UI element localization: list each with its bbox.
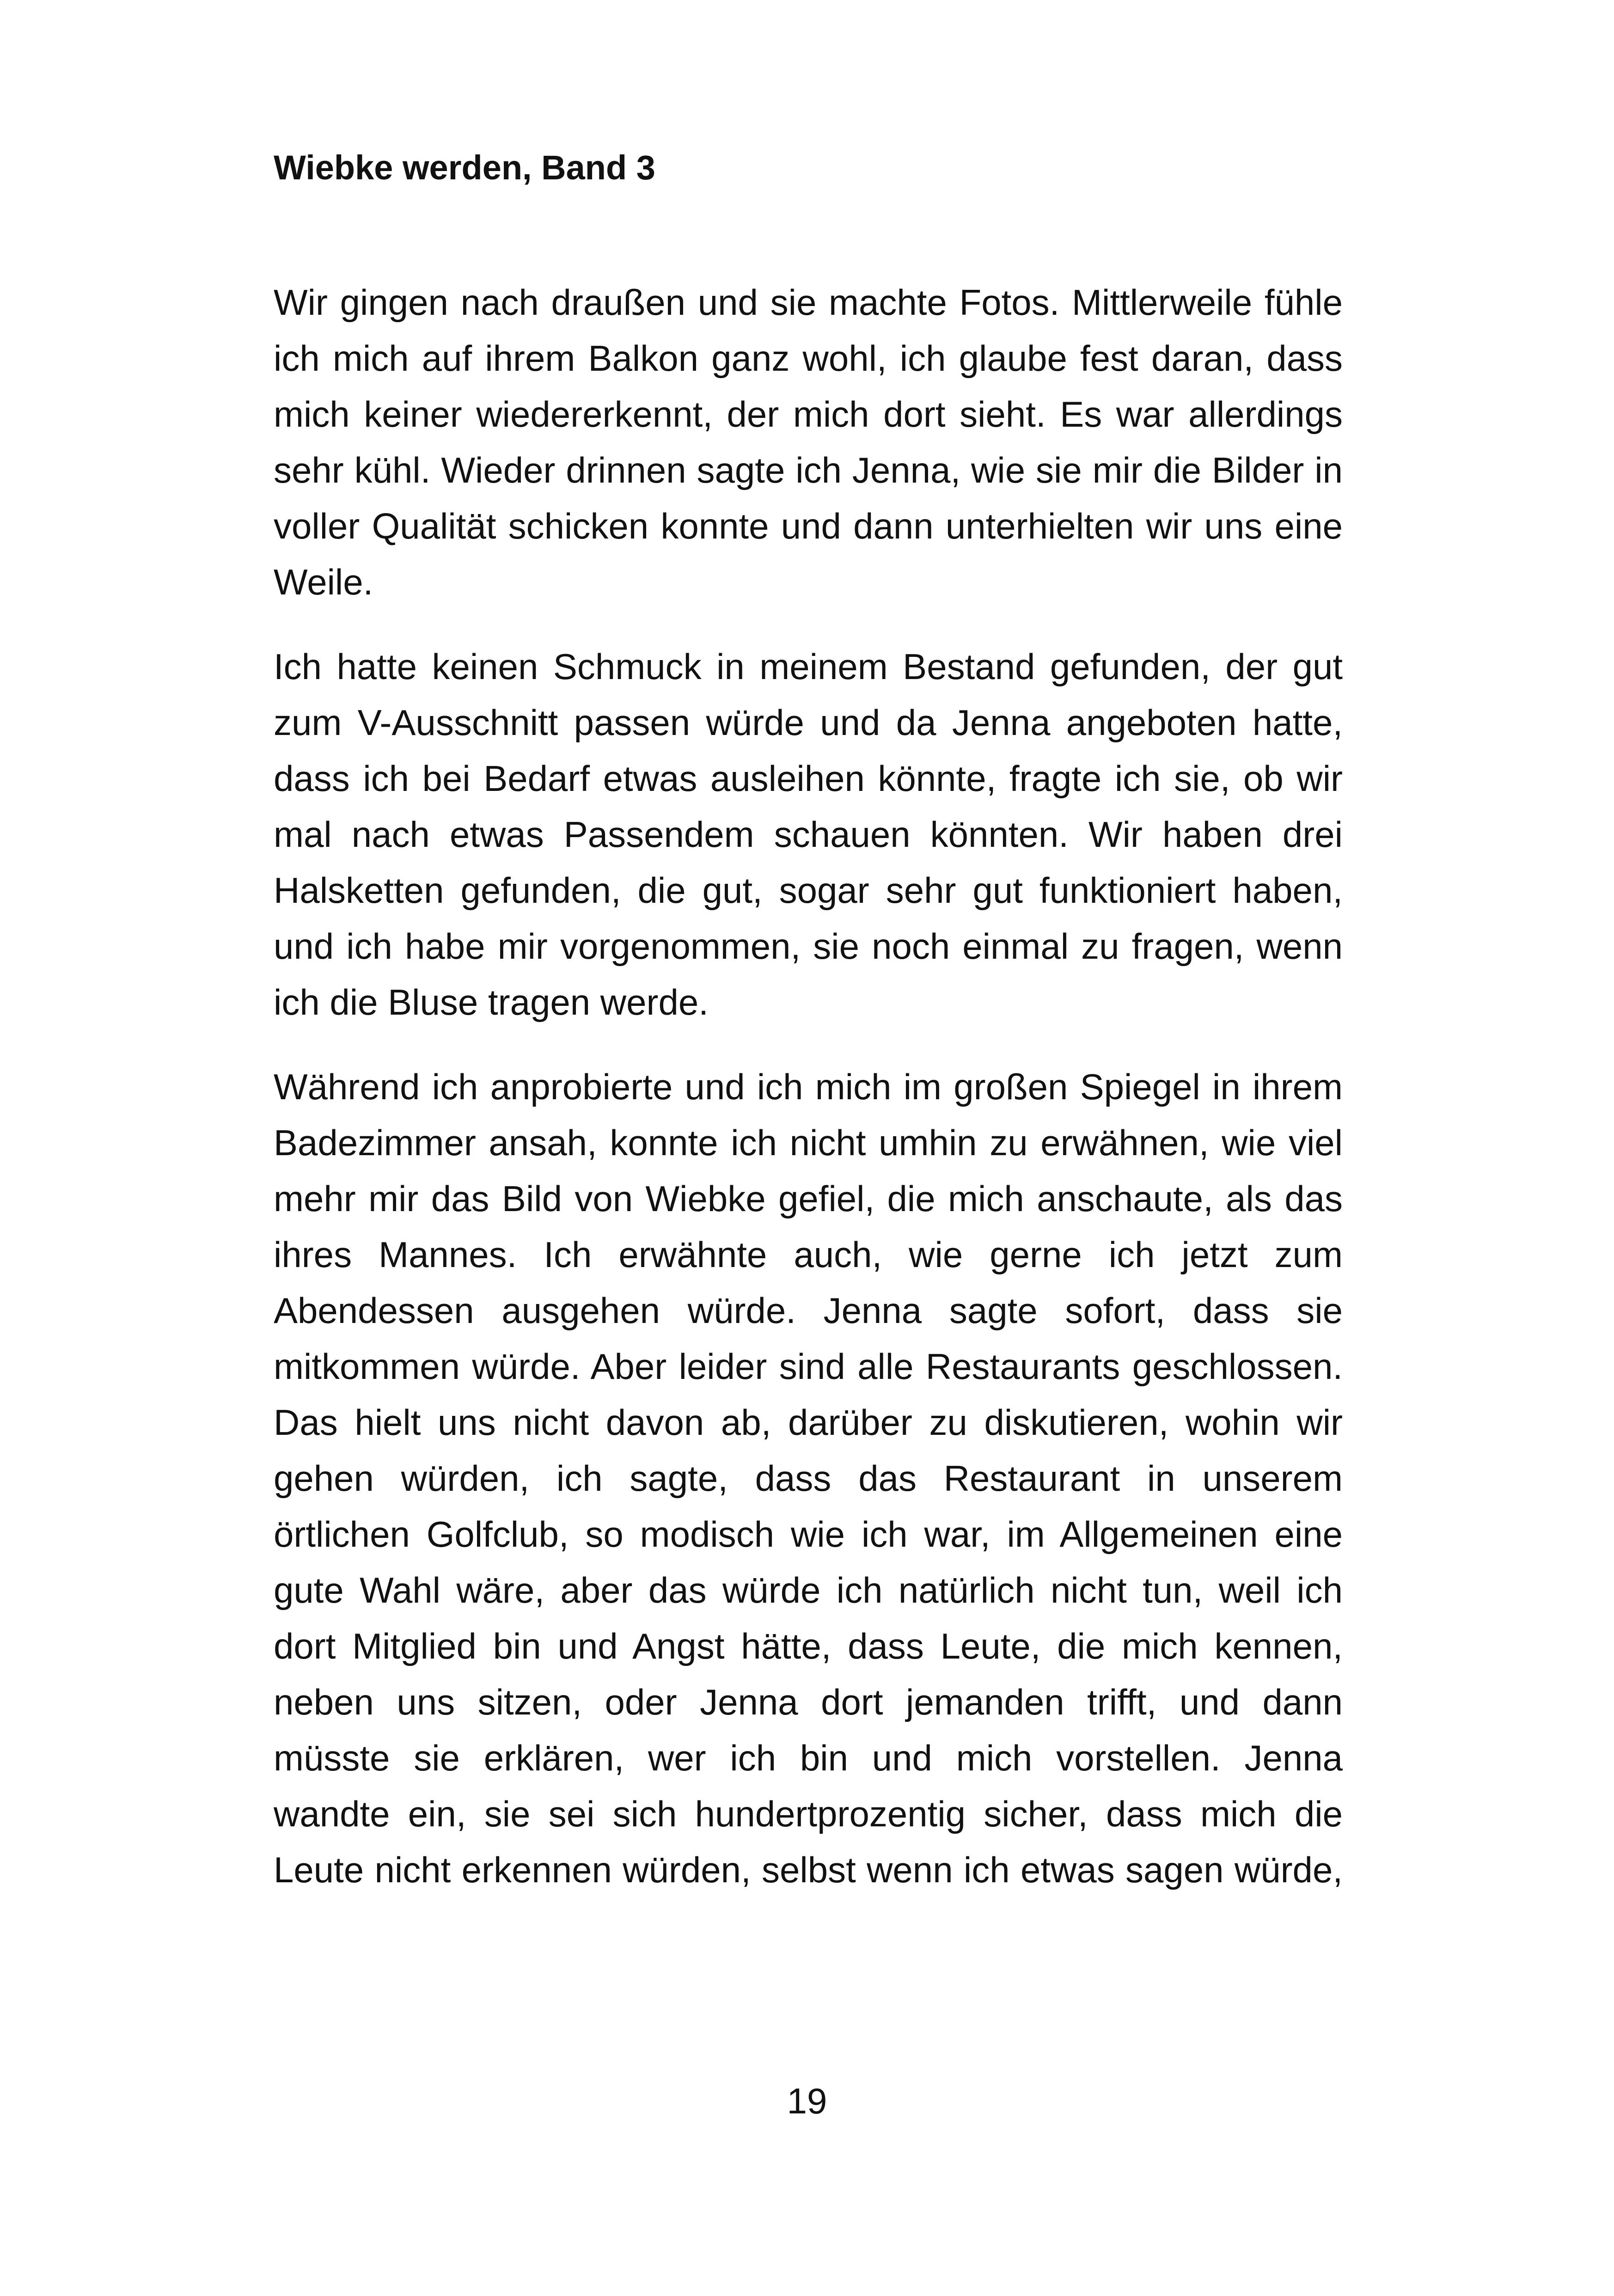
running-header: Wiebke werden, Band 3 xyxy=(274,148,655,187)
paragraph: Während ich anprobierte und ich mich im großen Spiegel in ihrem Badezimmer ansah, konnte ich nicht umhin zu erwähnen, wie viel mehr mir das Bild von Wiebke gefiel, die mich anschaute, als das ihres Mannes. Ich erwähnte auch, wie gerne ich jetzt zum Abendessen ausgehen würde. Jenna sagte sofort, dass sie mitkommen würde. Aber leider sind alle Restaurants geschlossen. Das hielt uns nicht davon ab, darüber zu diskutieren, wohin wir gehen würden, ich sagte, dass das Restaurant in unserem örtlichen Golfclub, so modisch wie ich war, im Allgemeinen eine gute Wahl wäre, aber das würde ich natürlich nicht tun, weil ich dort Mitglied bin und Angst hätte, dass Leute, die mich kennen, neben uns sitzen, oder Jenna dort jemanden trifft, und dann müsste sie erklären, wer ich bin und mich vorstellen. Jenna wandte ein, sie sei sich hundertprozentig sicher, dass mich die Leute nicht erkennen würden, selbst wenn ich etwas sagen würde, xyxy=(274,1066,1343,1890)
paragraph: Wir gingen nach draußen und sie machte Fotos. Mittlerweile fühle ich mich auf ihrem Balkon ganz wohl, ich glaube fest daran, dass mich keiner wiedererkennt, der mich dort sieht. Es war allerdings sehr kühl. Wieder drinnen sagte ich Jenna, wie sie mir die Bilder in voller Qualität schicken konnte und dann unterhielten wir uns eine Weile. xyxy=(274,282,1343,602)
paragraph: Ich hatte keinen Schmuck in meinem Bestand gefunden, der gut zum V-Ausschnitt passen würde und da Jenna angeboten hatte, dass ich bei Bedarf etwas ausleihen könnte, fragte ich sie, ob wir mal nach etwas Passendem schauen könnten. Wir haben drei Halsketten gefunden, die gut, sogar sehr gut funktioniert haben, und ich habe mir vorgenommen, sie noch einmal zu fragen, wenn ich die Bluse tragen werde. xyxy=(274,646,1343,1022)
body-text xyxy=(274,275,1343,1927)
page-number: 19 xyxy=(787,2081,827,2121)
